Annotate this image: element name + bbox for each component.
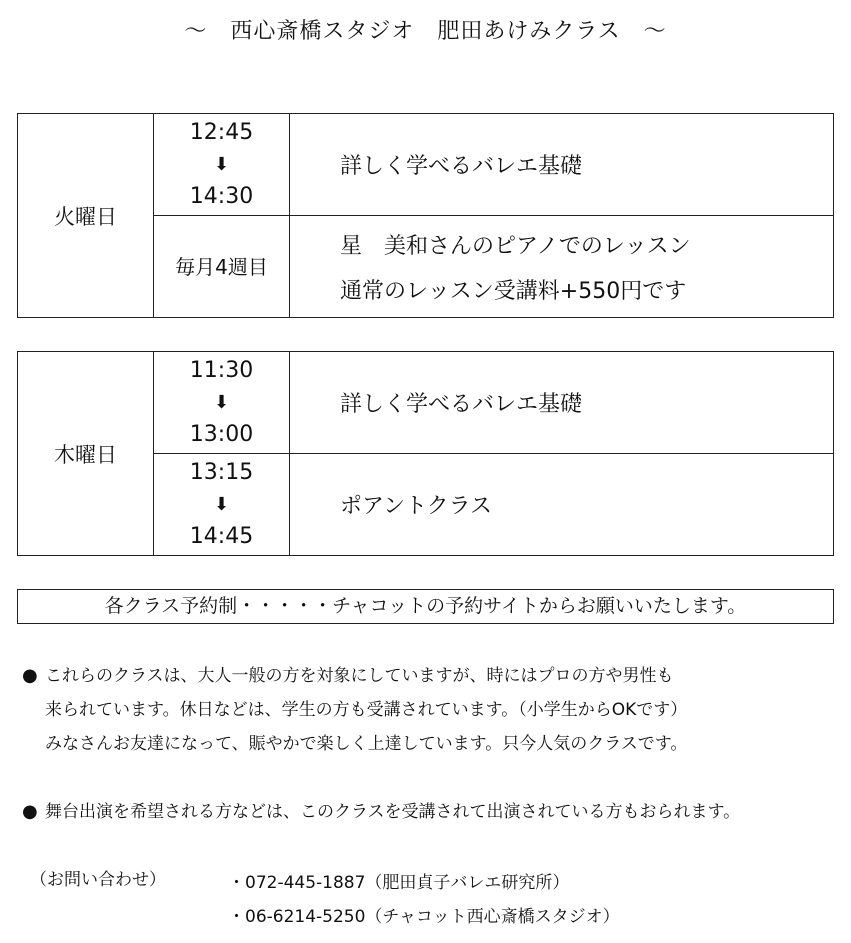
class-description (290, 454, 834, 556)
class-description (290, 352, 834, 454)
contact-label: （お問い合わせ） (30, 870, 166, 890)
arrow-down-icon: ⬇ (213, 153, 230, 175)
time-start: 13:15 (189, 459, 254, 485)
day-cell: 木曜日 (18, 352, 154, 556)
info-paragraph (22, 795, 740, 829)
time-cell (154, 114, 290, 216)
time-end: 14:45 (189, 523, 254, 549)
contact-phone: ・072-445-1887（肥田貞子バレエ研究所） (228, 873, 570, 893)
schedule-table-tuesday (17, 113, 834, 318)
time-cell (154, 352, 290, 454)
page-title: ～ 西心斎橋スタジオ 肥田あけみクラス ～ (184, 19, 667, 44)
paragraph-line: みなさんお友達になって、賑やかで楽しく上達しています。只今人気のクラスです。 (45, 734, 688, 754)
class-name: ポアントクラス (340, 494, 493, 519)
bullet-icon: ● (22, 801, 38, 822)
paragraph-line: 舞台出演を希望される方などは、このクラスを受講されて出演されている方もおられます。 (45, 802, 741, 822)
class-description (290, 114, 834, 216)
contact-list (228, 866, 620, 934)
time-cell (154, 454, 290, 556)
time-end: 13:00 (189, 421, 254, 447)
arrow-down-icon: ⬇ (213, 493, 230, 515)
day-cell: 火曜日 (18, 114, 154, 318)
time-start: 12:45 (189, 119, 254, 145)
class-name: 詳しく学べるバレエ基礎 (340, 154, 583, 179)
arrow-down-icon: ⬇ (213, 391, 230, 413)
paragraph-line: 来られています。休日などは、学生の方も受講されています。（小学生からOKです） (45, 700, 688, 720)
paragraph-line: これらのクラスは、大人一般の方を対象にしていますが、時にはプロの方や男性も (45, 666, 674, 686)
bullet-icon: ● (22, 665, 38, 686)
class-note: 通常のレッスン受講料+550円です (340, 278, 687, 304)
class-description (290, 216, 834, 318)
schedule-row (18, 114, 834, 216)
time-cell: 毎月4週目 (154, 216, 290, 318)
info-paragraph (22, 659, 687, 761)
reservation-notice: 各クラス予約制・・・・・チャコットの予約サイトからお願いいたします。 (17, 589, 834, 624)
schedule-table-thursday (17, 351, 834, 556)
contact-phone: ・06-6214-5250（チャコット西心斎橋スタジオ） (228, 907, 620, 927)
time-end: 14:30 (189, 183, 254, 209)
class-name: 詳しく学べるバレエ基礎 (340, 392, 583, 417)
schedule-row (18, 352, 834, 454)
time-start: 11:30 (189, 357, 254, 383)
class-name: 星 美和さんのピアノでのレッスン (340, 233, 691, 259)
